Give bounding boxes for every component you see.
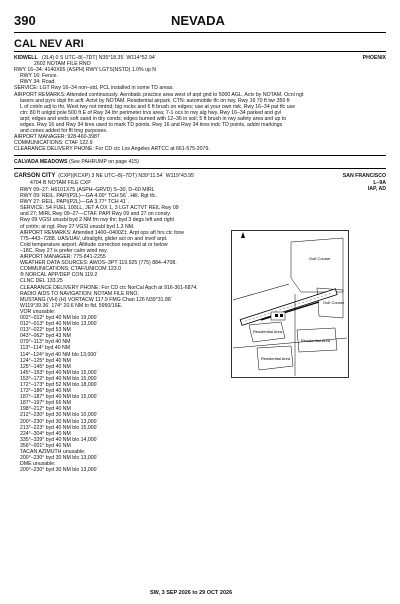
carson-line: 187°–197° byd 66 NM bbox=[20, 400, 71, 407]
carson-line: 212°–230° byd 30 NM blo 10,000´ bbox=[20, 412, 99, 419]
carson-line: 356°–001° byd 40 NM bbox=[20, 442, 71, 449]
carson-line: AIRPORT MANAGER: 775-841-2255 bbox=[20, 254, 106, 261]
carson-line: DME unusable: bbox=[20, 461, 56, 468]
carson-line: 775–443–7288. UAS/UAV, ultralight, glider act on and invof arpt. bbox=[20, 235, 168, 242]
carson-line: 224°–304° byd 40 NM bbox=[20, 430, 71, 437]
top-rule bbox=[14, 32, 386, 33]
remark-line: arpt; edges and ends soft sand in dry conds; edges burned with 12–36 in soil; 5 ft brush in rwy safety area and up to bbox=[20, 115, 287, 122]
carson-line: and 27; MIRL Rwy 09–27—CTAF. PAPI Rwy 09 and 27 on consly. bbox=[20, 211, 171, 218]
carson-body bbox=[20, 187, 198, 473]
carson-line: 012°–013° byd 40 NM blo 13,000´ bbox=[20, 321, 99, 328]
carson-line: W119°39.36´ 174° 20.6 NM to fld. 5950/16E. bbox=[20, 302, 123, 309]
carson-line: 002°–012° byd 40 NM blo 19,000´ bbox=[20, 314, 99, 321]
state-heading: NEVADA bbox=[171, 13, 225, 28]
runway-16: RWY 16: Fence. bbox=[20, 73, 58, 80]
residential-area-label: Residential Area bbox=[253, 329, 283, 334]
building bbox=[280, 314, 283, 317]
chart-ref-l9a: L–9A bbox=[373, 180, 386, 186]
carson-line: 043°–062° byd 43 NM bbox=[20, 333, 71, 340]
carson-line: 125°–145° byd 40 NM bbox=[20, 363, 71, 370]
carson-line: 124°–125° byd 40 NM bbox=[20, 357, 71, 364]
section-divider bbox=[14, 168, 386, 169]
airport-manager: AIRPORT MANAGER: 928-460-3987 bbox=[14, 134, 100, 141]
service: SERVICE: LGT Rwy 16–34 non–std, PCL installed in some TD areas. bbox=[14, 85, 174, 92]
carson-line: WEATHER DATA SOURCES: AWOS–3PT 119.925 (775) 884–4708. bbox=[20, 260, 177, 267]
remark-line: edges. Rwy 16 and Rwy 34 tires used to mark TD points. Rwy 16 and Rwy 34 tires indc TD points, addnl markings bbox=[20, 122, 283, 129]
airport-name: CARSON CITY bbox=[14, 173, 56, 179]
carson-header bbox=[14, 173, 196, 179]
carson-line: 213°–223° byd 40 NM blo 15,000´ bbox=[20, 424, 99, 431]
carson-line: 145°–153° byd 40 NM blo 15,000´ bbox=[20, 369, 99, 376]
residential-area-label: Residential Area bbox=[301, 338, 331, 343]
golf-course-label: Golf Course bbox=[309, 256, 331, 261]
kidwell-region: PHOENIX bbox=[362, 55, 386, 61]
carson-line: TACAN AZIMUTH unusable: bbox=[20, 449, 86, 456]
kidwell-block bbox=[14, 55, 303, 153]
carson-line: RADIO AIDS TO NAVIGATION: NOTAM FILE RNO. bbox=[20, 290, 139, 297]
residential-area-label: Residential Area bbox=[261, 356, 291, 361]
airport-elevation: 2602 NOTAM FILE RNO bbox=[34, 61, 91, 68]
carson-line: RWY 09–27: H6101X75 (ASPH–GRVD) S–30, D–60 MIRL bbox=[20, 187, 155, 193]
carson-line: COMMUNICATIONS: CTAF/UNICOM 123.0 bbox=[20, 266, 121, 273]
carson-line: 153°–172° byd 40 NM blo 15,000´ bbox=[20, 375, 99, 382]
airport-name: KIDWELL bbox=[14, 55, 38, 61]
carson-region: SAN FRANCISCO bbox=[342, 173, 386, 179]
airport-name: CALVADA MEADOWS bbox=[14, 159, 68, 165]
carson-line: 198°–212° byd 40 NM bbox=[20, 406, 71, 413]
clearance-phone: CLEARANCE DELIVERY PHONE: For CD ctc Los Angeles ARTCC at 661-575-2079. bbox=[14, 146, 210, 153]
remark-line: lasers and pyro dspl fm acft. Actvt by NOTAM. Residential airpark. CTN: automobile tfc on rwy. Rwy 16 70 ft twr 350 ft bbox=[20, 97, 290, 104]
runway-34: RWY 34: Road. bbox=[20, 79, 56, 86]
carson-line: Cold temperature airport. Altitude correction required at or below bbox=[20, 241, 168, 248]
airport-elevation: 4704 B NOTAM FILE CXP bbox=[30, 180, 91, 186]
carson-line: VOR unusable: bbox=[20, 308, 56, 315]
carson-line: of cntrln; at ngt. Rwy 27 VGSI unusbl byd 1.3 NM. bbox=[20, 223, 135, 230]
carson-line: ® NORCAL APP/DEP CON 119.2 bbox=[20, 272, 98, 279]
carson-line: Rwy 09 VGSI unusbl byd 2 NM fm rwy thr; byd 3 degs left and right bbox=[20, 217, 174, 224]
carson-line: 172°–173° byd 52 NM blo 18,000´ bbox=[20, 382, 99, 388]
carson-line: 013°–022° byd 53 NM bbox=[20, 327, 71, 334]
carson-line: 335°–339° byd 40 NM blo 14,000´ bbox=[20, 436, 99, 443]
communications: COMMUNICATIONS: CTAF 122.9 bbox=[14, 140, 93, 147]
carson-line: CLNC DEL 133.25 bbox=[20, 278, 63, 285]
runway-line: RWY 16–34: 4140X65 (ASPH) RWY LGTS(NSTD) 1.0% up N bbox=[14, 67, 157, 74]
remark-line: AIRPORT REMARKS: Attended continuously. Aerobatic practice area west of arpt gnd to 5000 AGL. Actv by NOTAM. Ocnl ngt bbox=[14, 91, 304, 98]
building bbox=[275, 314, 278, 317]
airport-diagram bbox=[231, 230, 349, 378]
carson-line: AIRPORT REMARKS: Attended 1400–0400Z‡. Arpt ops aft hrs ctc fone bbox=[20, 229, 185, 236]
cross-reference: (See PAHRUMP on page 415) bbox=[68, 159, 139, 165]
carson-line: 187°–187° byd 40 NM blo 15,000´ bbox=[20, 394, 99, 401]
carson-line: RWY 09: REIL. PAPI(P2L)—GA 4.00° TCH 56´. Hill. Rgt tfc. bbox=[20, 193, 157, 200]
carson-line: 200°–230° byd 30 NM blo 13,000´ bbox=[20, 455, 99, 462]
golf-course-label: Golf Course bbox=[323, 300, 345, 305]
carson-line: MUSTANG (VH) (H) VORTACW 117.9 FMG Chan 126 N39°31.88´ bbox=[20, 296, 173, 303]
section-divider bbox=[14, 155, 386, 156]
remark-line: L of cntrln adj to thr. West twy not mntnd; big rocks and 6 ft brush on edges; use at your own risk. Rwy 16–34 pat tfc use bbox=[20, 103, 296, 110]
city-heading-rule bbox=[14, 51, 386, 52]
page-number: 390 bbox=[14, 13, 36, 28]
carson-line: 200°–230° byd 30 NM blo 13,000´ bbox=[20, 467, 99, 474]
chart-ref-iap: IAP, AD bbox=[367, 186, 386, 192]
carson-line: RWY 27: REIL. PAPI(P2L)—GA 3.77° TCH 41´. bbox=[20, 199, 129, 206]
airport-header: (CXP)(KCXP) 3 NE UTC–8(–7DT) N39°11.54´ W119°43.95´ bbox=[58, 173, 196, 179]
remark-line: and cones added for flt trng purposes. bbox=[20, 128, 108, 135]
carson-line: 114°–124° byd 40 NM blo 13,000´ bbox=[20, 351, 98, 358]
carson-line: 113°–114° byd 40 NM bbox=[20, 345, 71, 352]
carson-line: –18C. Rwy 27 is prefer calm wind rwy. bbox=[20, 247, 108, 254]
calvada-entry bbox=[14, 159, 139, 165]
carson-line: SERVICE: S4 FUEL 100LL, JET A OX 1, 3 LGT ACTVT REIL Rwy 09 bbox=[20, 205, 179, 212]
carson-line: CLEARANCE DELIVERY PHONE: For CD ctc NorCal Apch at 916-361-6874. bbox=[20, 284, 198, 291]
carson-line: 200°–230° byd 30 NM blo 13,000´ bbox=[20, 418, 99, 425]
carson-line: 079°–113° byd 40 NM bbox=[20, 339, 71, 346]
airport-header: (3L4) 0 S UTC–8(–7DT) N35°18.35´ W114°52.94´ bbox=[41, 55, 157, 61]
carson-line: 173°–186° byd 40 NM bbox=[20, 388, 71, 395]
page-footer: SW, 3 SEP 2026 to 29 OCT 2026 bbox=[150, 590, 233, 596]
city-heading: CAL NEV ARI bbox=[14, 38, 84, 50]
remark-line: ctn: 80 ft unlgtd pole 500 ft E of Rwy 34 thr perimeter trvs area; 7-1 ocs to rwy alg hwy. Rwy 16–34 parked and gvl bbox=[20, 109, 282, 116]
